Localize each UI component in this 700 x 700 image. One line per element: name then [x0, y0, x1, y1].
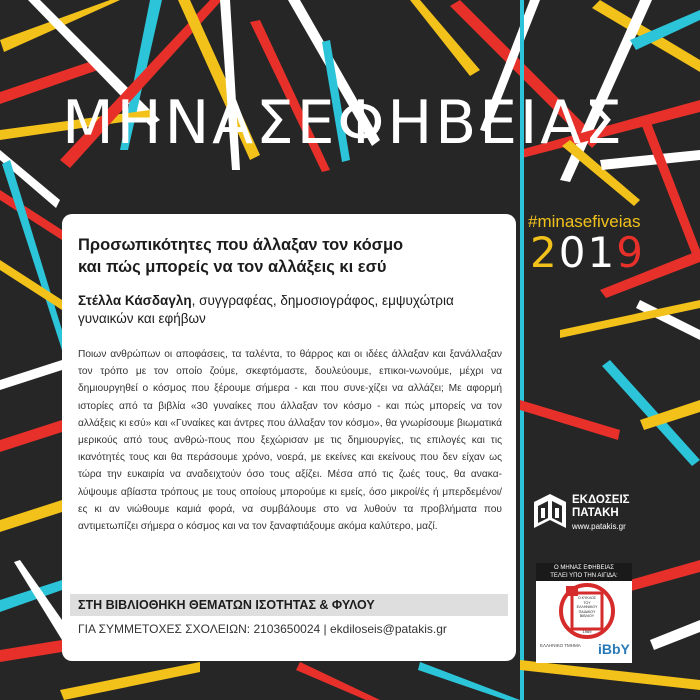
- kyklos-year: 1969: [582, 629, 592, 634]
- kyklos-name: Ο ΚΥΚΛΟΣ ΤΟΥ ΕΛΛΗΝΙΚΟΥ ΠΑΙΔΙΚΟΥ ΒΙΒΛΙΟΥ: [576, 596, 598, 618]
- title-letter: Α: [540, 88, 582, 158]
- publisher-name: [572, 494, 630, 520]
- ibby-logo: [598, 641, 630, 657]
- event-year: [530, 228, 645, 277]
- author-roles: , συγγραφέας, δημοσιογράφος, εμψυχώτρια γυναικών και εφήβων: [78, 293, 454, 326]
- title-letter: Η: [116, 88, 162, 158]
- event-title: [62, 88, 622, 158]
- auspices-box: [536, 563, 632, 663]
- author-credit: [78, 292, 508, 328]
- title-letter: Α: [212, 88, 254, 158]
- library-banner: ΣΤΗ ΒΙΒΛΙΟΘΗΚΗ ΘΕΜΑΤΩΝ ΙΣΟΤΗΤΑΣ & ΦΥΛΟΥ: [70, 594, 508, 616]
- publisher-name-line: ΕΚΔΟΣΕΙΣ: [572, 494, 630, 506]
- event-hashtag: #minasefiveias: [528, 212, 641, 231]
- title-letter: Σ: [255, 88, 294, 158]
- headline-line: Προσωπικότητες που άλλαξαν τον κόσμο: [78, 236, 404, 254]
- title-letter: Ε: [479, 88, 518, 158]
- headline-line: και πώς μπορείς να τον αλλάξεις κι εσύ: [78, 258, 387, 276]
- title-letter: Ε: [296, 88, 335, 158]
- title-letter: Ι: [519, 88, 538, 158]
- ibby-logo-text: iBbY: [598, 641, 630, 657]
- auspices-caption: [536, 563, 632, 581]
- title-letter: Φ: [337, 88, 385, 158]
- auspices-caption-line: Ο ΜΗΝΑΣ ΕΦΗΒΕΙΑΣ: [554, 565, 614, 571]
- title-letter: Η: [387, 88, 433, 158]
- auspices-caption-line: ΤΕΛΕΙ ΥΠΟ ΤΗΝ ΑΙΓΙΔΑ:: [550, 573, 618, 579]
- year-digit: 0: [558, 228, 588, 277]
- publisher-logo: [532, 492, 642, 536]
- ibby-section-label: ΕΛΛΗΝΙΚΟ ΤΜΗΜΑ: [540, 643, 581, 648]
- year-digit: 9: [616, 228, 645, 277]
- book-icon: [532, 492, 568, 532]
- event-description: Ποιων ανθρώπων οι αποφάσεις, τα ταλέντα, το θάρρος και οι ιδέες άλλαξαν και ξανάλλαξαν τον τρόπο με τον οποίο ζούμε, σκεφτόμαστε, δουλεύουμε, επικοι-νωνούμε, μέχρι να δημιουργηθεί ο κόσμος που ξέρουμε σήμερα - και που συνε-χίζει να αλλάζει; Με αφορμή ιστορίες από τα βιβλία «30 γυναίκες που άλλαξαν τον κόσμο - και πώς μπορείς να τον αλλάξεις κι εσύ» και «Γυναίκες και άντρες που άλλαξαν τον κόσμο», θα γνωρίσουμε βιωματικά μερικούς από τους ανθρώ-πους που ξεχώρισαν με τις δημιουργίες, τις επιλογές και τις ικανότητές τους και θα περάσουμε χρόνο, νοερά, με εκείνες και εκείνους που δεν είχαν ως τώρα την ευκαιρία να αναδειχτούν όσο τους αξίζει. Μέσα από τις ζωές τους, θα ανακα-λύψουμε αβίαστα τρόπους με τους οποίους μπορούμε κι εμείς, όσο μικροί/ές ή μπερδεμένοι/ες κι αν νιώθουμε καμιά φορά, να συμβάλουμε στο να λυθούν τα προβλήματα που αντιμετωπίζει σήμερα ο κόσμος και να τον ξαναφτιάξουμε ακόμα καλύτερο, μαζί.: [78, 349, 502, 533]
- author-name: Στέλλα Κάσδαγλη: [78, 293, 192, 308]
- title-letter: Ν: [164, 88, 210, 158]
- year-digit: 1: [587, 228, 617, 277]
- title-letter: Β: [435, 88, 477, 158]
- contact-info: ΓΙΑ ΣΥΜΜΕΤΟΧΕΣ ΣΧΟΛΕΙΩΝ: 2103650024 | ekdiloseis@patakis.gr: [78, 622, 447, 636]
- event-headline: [78, 234, 508, 278]
- year-digit: 2: [530, 228, 559, 277]
- publisher-name-line: ΠΑΤΑΚΗ: [572, 507, 619, 519]
- event-info-card: [62, 214, 516, 661]
- publisher-website: www.patakis.gr: [572, 522, 626, 531]
- title-letter: Σ: [584, 88, 622, 158]
- title-letter: Μ: [62, 88, 114, 158]
